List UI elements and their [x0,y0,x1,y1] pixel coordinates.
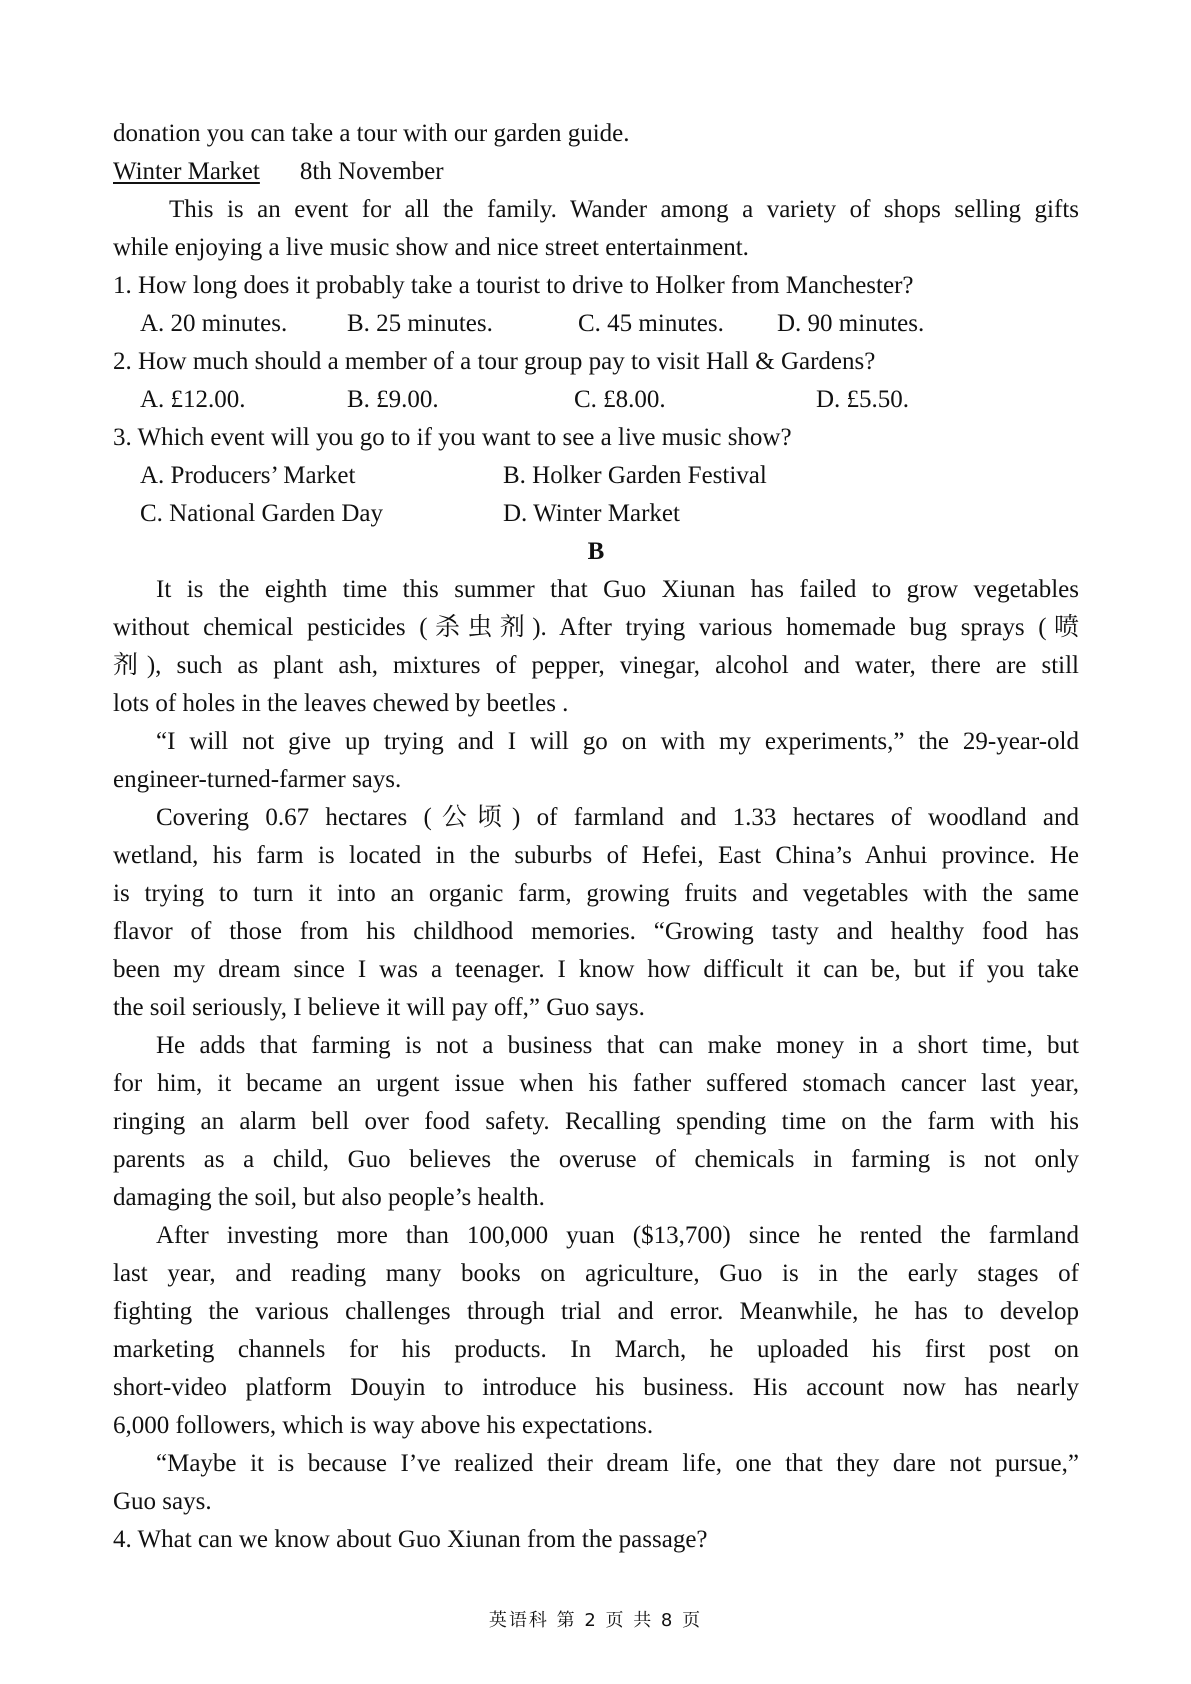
text-line: engineer-turned-farmer says. [113,766,402,793]
text-line: last year, and reading many books on agriculture, Guo is in the early stages of [113,1260,1079,1287]
text-line: short-video platform Douyin to introduce his business. His account now has nearly [113,1374,1079,1401]
event-heading [113,153,1079,191]
text-line: wetland, his farm is located in the suburbs of Hefei, East China’s Anhui province. He [113,842,1079,869]
option: B. 25 minutes. [347,310,493,337]
page-footer: 英语科 第 2 页 共 8 页 [488,1610,703,1631]
option-row [113,381,1079,419]
text-line: 6,000 followers, which is way above his expectations. [113,1412,654,1439]
section-heading: B [587,538,605,565]
text-line: marketing channels for his products. In March, he uploaded his first post on [113,1336,1079,1363]
text-line: fighting the various challenges through trial and error. Meanwhile, he has to develop [113,1298,1079,1325]
question-stem: 2. How much should a member of a tour group pay to visit Hall & Gardens? [113,348,876,375]
option: C. National Garden Day [140,500,383,527]
option: D. 90 minutes. [777,310,925,337]
text-line: Guo says. [113,1488,212,1515]
text-line: After investing more than 100,000 yuan ($13,700) since he rented the farmland [156,1222,1079,1249]
page-body [113,115,1079,1559]
continuation-text: donation you can take a tour with our garden guide. [113,120,630,147]
option: A. 20 minutes. [140,310,288,337]
event-desc-line: This is an event for all the family. Wander among a variety of shops selling gifts [169,196,1079,223]
text-line: He adds that farming is not a business that can make money in a short time, but [156,1032,1079,1059]
option: C. 45 minutes. [578,310,724,337]
question-stem: 4. What can we know about Guo Xiunan from the passage? [113,1526,708,1553]
event-date: 8th November [299,158,444,185]
question-stem: 3. Which event will you go to if you want to see a live music show? [113,424,792,451]
text-line: damaging the soil, but also people’s health. [113,1184,545,1211]
paragraph [113,1217,1079,1445]
paragraph [113,571,1079,723]
text-line: 剂), such as plant ash, mixtures of pepper, vinegar, alcohol and water, there are still [113,652,1079,679]
option: C. £8.00. [574,386,666,413]
text-line: “I will not give up trying and I will go on with my experiments,” the 29-year-old [156,728,1079,755]
paragraph [113,1445,1079,1521]
text-line: the soil seriously, I believe it will pay off,” Guo says. [113,994,645,1021]
option: D. Winter Market [503,500,680,527]
question-stem: 1. How long does it probably take a tourist to drive to Holker from Manchester? [113,272,914,299]
option-row [113,457,1079,495]
option: B. £9.00. [347,386,439,413]
text-line: “Maybe it is because I’ve realized their dream life, one that they dare not pursue,” [156,1450,1079,1477]
text-line: without chemical pesticides (杀虫剂). After trying various homemade bug sprays (喷 [113,614,1079,641]
text-line: been my dream since I was a teenager. I know how difficult it can be, but if you take [113,956,1079,983]
text-line: It is the eighth time this summer that Guo Xiunan has failed to grow vegetables [156,576,1079,603]
event-name: Winter Market [113,158,260,185]
paragraph [113,799,1079,1027]
option: A. Producers’ Market [140,462,356,489]
text-line: Covering 0.67 hectares (公顷) of farmland and 1.33 hectares of woodland and [156,804,1079,831]
option: A. £12.00. [140,386,246,413]
text-line: flavor of those from his childhood memories. “Growing tasty and healthy food has [113,918,1079,945]
event-desc-line: while enjoying a live music show and nice street entertainment. [113,234,749,261]
text-line: for him, it became an urgent issue when his father suffered stomach cancer last year, [113,1070,1079,1097]
option-row [113,495,1079,533]
text-line: ringing an alarm bell over food safety. Recalling spending time on the farm with his [113,1108,1079,1135]
option-row [113,305,1079,343]
text-line: lots of holes in the leaves chewed by beetles . [113,690,569,717]
paragraph [113,723,1079,799]
text-line: is trying to turn it into an organic farm, growing fruits and vegetables with the same [113,880,1079,907]
paragraph [113,1027,1079,1217]
text-line: parents as a child, Guo believes the overuse of chemicals in farming is not only [113,1146,1079,1173]
option: D. £5.50. [816,386,910,413]
option: B. Holker Garden Festival [503,462,767,489]
